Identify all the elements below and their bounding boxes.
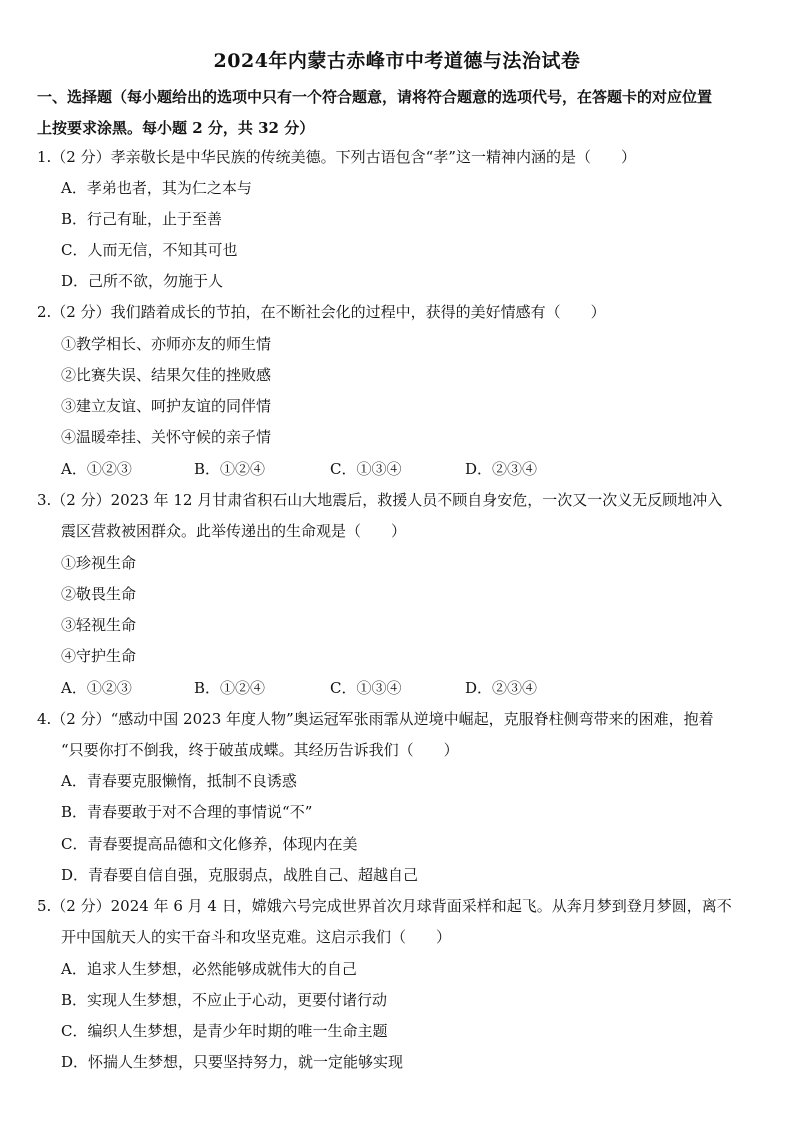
question-3-option-a: A．①②③ [61, 679, 132, 697]
section-heading [37, 82, 759, 144]
question-2-stem: 2.（2 分）我们踏着成长的节拍，在不断社会化的过程中，获得的美好情感有（ ） [37, 303, 606, 321]
question-3-stem-line-1: 3.（2 分）2023 年 12 月甘肃省积石山大地震后，救援人员不顾自身安危，一次又一次义无反顾地冲入 [37, 491, 723, 509]
question-5-option-b: B．实现人生梦想，不应止于心动，更要付诸行动 [61, 991, 388, 1009]
question-5-option-c: C．编织人生梦想，是青少年时期的唯一生命主题 [61, 1022, 388, 1040]
question-2-item-3: ③建立友谊、呵护友谊的同伴情 [61, 397, 272, 415]
question-5-option-a: A．追求人生梦想，必然能够成就伟大的自己 [61, 960, 357, 978]
question-1-stem: 1.（2 分）孝亲敬长是中华民族的传统美德。下列古语包含“孝”这一精神内涵的是（ ） [37, 148, 636, 166]
question-4-stem-line-2: “只要你打不倒我，终于破茧成蝶。其经历告诉我们（ ） [61, 741, 459, 759]
question-1-option-b: B．行己有耻，止于至善 [61, 210, 223, 228]
question-2-option-a: A．①②③ [61, 460, 132, 478]
question-1-option-a: A．孝弟也者，其为仁之本与 [61, 179, 252, 197]
question-2-option-c: C．①③④ [330, 460, 402, 478]
question-3-option-d: D．②③④ [465, 679, 538, 697]
question-4-option-c: C．青春要提高品德和文化修养，体现内在美 [61, 835, 358, 853]
question-5-option-d: D．怀揣人生梦想，只要坚持努力，就一定能够实现 [61, 1053, 404, 1071]
question-5-stem-line-1: 5.（2 分）2024 年 6 月 4 日，嫦娥六号完成世界首次月球背面采样和起飞。从奔月梦到登月梦圆，离不 [37, 897, 732, 915]
question-3-stem-line-2: 震区营救被困群众。此举传递出的生命观是（ ） [61, 522, 407, 540]
question-4-option-b: B．青春要敢于对不合理的事情说“不” [61, 803, 313, 821]
question-3-option-b: B．①②④ [194, 679, 266, 697]
question-3-item-1: ①珍视生命 [61, 554, 137, 572]
question-2-option-b: B．①②④ [194, 460, 266, 478]
question-4-option-a: A．青春要克服懒惰，抵制不良诱惑 [61, 772, 297, 790]
question-2-item-2: ②比赛失误、结果欠佳的挫败感 [61, 366, 272, 384]
question-1-option-c: C．人而无信，不知其可也 [61, 241, 238, 259]
question-2-item-4: ④温暖牵挂、关怀守候的亲子情 [61, 428, 272, 446]
question-2-item-1: ①教学相长、亦师亦友的师生情 [61, 335, 272, 353]
question-1-option-d: D．己所不欲，勿施于人 [61, 272, 224, 290]
section-heading-line-2: 上按要求涂黑。每小题 2 分，共 32 分） [37, 119, 315, 137]
question-3-item-4: ④守护生命 [61, 647, 137, 665]
question-3-option-c: C．①③④ [330, 679, 402, 697]
question-5-stem-line-2: 开中国航天人的实干奋斗和攻坚克难。这启示我们（ ） [61, 928, 452, 946]
question-4-option-d: D．青春要自信自强，克服弱点，战胜自己、超越自己 [61, 866, 419, 884]
question-3-item-2: ②敬畏生命 [61, 585, 137, 603]
question-2-option-d: D．②③④ [465, 460, 538, 478]
question-4-stem-line-1: 4.（2 分）“感动中国 2023 年度人物”奥运冠军张雨霏从逆境中崛起，克服脊柱侧弯带来的困难，抱着 [37, 710, 714, 728]
section-heading-line-1: 一、选择题（每小题给出的选项中只有一个符合题意，请将符合题意的选项代号，在答题卡的对应位置 [37, 88, 713, 106]
page-title: 2024年内蒙古赤峰市中考道德与法治试卷 [213, 50, 581, 72]
question-3-item-3: ③轻视生命 [61, 616, 137, 634]
